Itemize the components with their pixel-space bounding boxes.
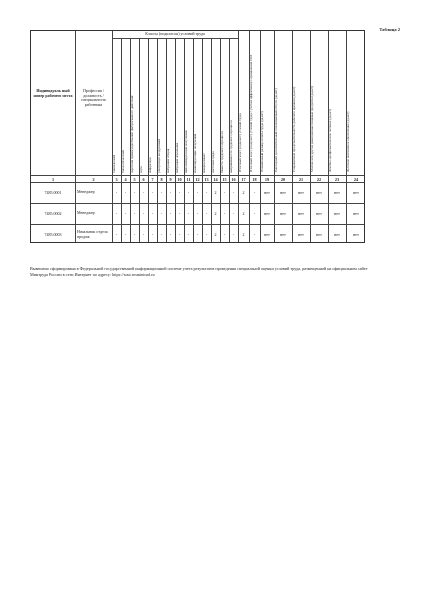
row-factor-value: - — [232, 232, 235, 237]
row-summary-value: нет — [298, 190, 304, 195]
column-number: 20 — [280, 176, 286, 182]
column-number: 6 — [142, 176, 145, 182]
row-summary-value: нет — [264, 211, 270, 216]
header-summary-4: Ежегодный дополнительный оплачиваемый отпуск (да,нет) — [274, 88, 278, 172]
row-factor-value: 2 — [214, 211, 217, 216]
header-summary-8: Льготное пенсионное обеспечение (да,нет) — [346, 111, 350, 172]
row-workplace-id: 7485.0001 — [44, 190, 62, 195]
column-number: 11 — [186, 176, 191, 182]
column-rule — [75, 31, 76, 242]
row-summary-value: нет — [353, 232, 359, 237]
row-factor-value: - — [196, 190, 199, 195]
row-factor-value: - — [124, 190, 127, 195]
column-number: 21 — [298, 176, 304, 182]
row-factor-value: - — [169, 232, 172, 237]
row-factor-value: - — [151, 211, 154, 216]
column-number: 3 — [115, 176, 118, 182]
row-factor-value: - — [151, 232, 154, 237]
header-factor-7: вибрация общая — [166, 148, 170, 173]
row-factor-value: - — [151, 190, 154, 195]
header-factor-10: ионизирующие излучения — [193, 133, 197, 173]
column-number: 8 — [160, 176, 163, 182]
row-summary-value: 2 — [242, 190, 245, 195]
row-summary-value: 2 — [242, 232, 245, 237]
header-factor-12: световая среда — [211, 151, 215, 173]
row-factor-value: - — [133, 211, 136, 216]
row-profession: Менеджер — [77, 189, 95, 194]
row-rule — [31, 224, 364, 225]
row-summary-value: нет — [334, 211, 340, 216]
row-factor-value: - — [160, 232, 163, 237]
row-factor-value: - — [115, 232, 118, 237]
header-summary-1: Итоговый класс (подкласс) условий труда — [238, 113, 242, 172]
row-profession: Начальник отдела продаж — [77, 229, 108, 239]
header-summary-7: Лечебно-профилактическое питание (да,нет) — [328, 109, 332, 172]
header-factor-2: биологический — [121, 150, 125, 173]
row-factor-value: 2 — [214, 190, 217, 195]
column-number: 14 — [213, 176, 218, 182]
row-summary-value: нет — [353, 190, 359, 195]
table-number-label: Таблица 2 — [379, 27, 400, 32]
row-factor-value: - — [142, 190, 145, 195]
row-factor-value: - — [115, 190, 118, 195]
sout-results-table — [30, 30, 365, 243]
header-factor-9: неионизирующие излучения — [184, 130, 188, 173]
row-summary-value: нет — [280, 232, 286, 237]
row-factor-value: - — [124, 232, 127, 237]
row-summary-value: нет — [334, 190, 340, 195]
footnote-text: Вывешено сформирована в Федеральной государственной информационной системе учета результатов проведения специальной оценки условий труда, размещенной на официальном сайте Минтруда России в сети Интернет по адресу: https://sout.rosmintrud.ru — [30, 266, 368, 277]
header-summary-3: Повышенный размер оплаты труда (да,нет) — [260, 111, 264, 172]
column-number: 16 — [231, 176, 236, 182]
row-factor-value: - — [196, 211, 199, 216]
row-summary-value: нет — [353, 211, 359, 216]
header-profession: Профессия / должность / специальность работника — [80, 88, 107, 107]
row-factor-value: - — [196, 232, 199, 237]
row-factor-value: - — [115, 211, 118, 216]
column-number: 22 — [316, 176, 322, 182]
row-factor-value: 2 — [214, 232, 217, 237]
column-number: 24 — [353, 176, 359, 182]
row-summary-value: - — [253, 190, 256, 195]
row-factor-value: - — [142, 232, 145, 237]
row-factor-value: - — [187, 211, 190, 216]
row-factor-value: - — [232, 211, 235, 216]
row-factor-value: - — [133, 232, 136, 237]
column-number: 5 — [133, 176, 136, 182]
row-factor-value: - — [169, 211, 172, 216]
column-number: 2 — [92, 176, 95, 182]
row-summary-value: нет — [264, 232, 270, 237]
header-factor-14: напряженность трудового процесса — [229, 120, 233, 173]
row-rule — [31, 182, 364, 183]
row-factor-value: - — [160, 211, 163, 216]
row-factor-value: - — [205, 232, 208, 237]
header-workplace-id: Индивидуаль ный номер рабочего места — [33, 88, 73, 98]
row-factor-value: - — [133, 190, 136, 195]
row-factor-value: - — [178, 190, 181, 195]
row-factor-value: - — [169, 190, 172, 195]
header-factor-1: химический — [112, 154, 116, 173]
header-factor-3: аэрозоли преимущественно фиброгенного действия — [130, 95, 134, 173]
row-summary-value: - — [253, 232, 256, 237]
row-factor-value: - — [160, 190, 163, 195]
row-factor-value: - — [232, 190, 235, 195]
row-factor-value: - — [223, 190, 226, 195]
header-factor-5: инфразвук — [148, 157, 152, 173]
header-factor-6: ультразвук воздушный — [157, 139, 161, 173]
row-workplace-id: 7485.0003 — [44, 232, 62, 237]
row-summary-value: 2 — [242, 211, 245, 216]
row-factor-value: - — [178, 232, 181, 237]
row-summary-value: нет — [334, 232, 340, 237]
column-number: 15 — [222, 176, 227, 182]
header-factor-13: тяжесть трудового процесса — [220, 131, 224, 173]
column-number: 9 — [169, 176, 172, 182]
row-factor-value: - — [124, 211, 127, 216]
column-number: 19 — [264, 176, 270, 182]
row-factor-value: - — [178, 211, 181, 216]
column-number: 7 — [151, 176, 154, 182]
row-summary-value: нет — [298, 232, 304, 237]
row-summary-value: нет — [316, 211, 322, 216]
row-summary-value: нет — [316, 232, 322, 237]
row-factor-value: - — [187, 232, 190, 237]
column-number: 17 — [241, 176, 246, 182]
row-factor-value: - — [205, 211, 208, 216]
header-factor-8: вибрация локальная — [175, 143, 179, 173]
column-number: 13 — [204, 176, 209, 182]
column-number: 12 — [195, 176, 200, 182]
row-summary-value: нет — [316, 190, 322, 195]
header-summary-6: Молоко или другие равноценные пищевые продукты (да,нет) — [310, 85, 314, 172]
row-summary-value: нет — [280, 211, 286, 216]
header-factor-11: микроклимат — [202, 153, 206, 173]
row-factor-value: - — [223, 232, 226, 237]
row-workplace-id: 7485.0002 — [44, 211, 62, 216]
row-profession: Менеджер — [77, 210, 95, 215]
header-summary-5: Сокращенная продолжительность рабочего времени (да,нет) — [292, 86, 296, 172]
header-factor-4: шум — [139, 166, 143, 173]
row-summary-value: нет — [264, 190, 270, 195]
header-summary-2: Итоговый класс (подкласс) условий труда с учетом эффективного применения СИЗ — [249, 54, 253, 172]
row-factor-value: - — [205, 190, 208, 195]
row-summary-value: - — [253, 211, 256, 216]
column-number: 1 — [51, 176, 55, 182]
column-number: 10 — [177, 176, 182, 182]
header-group-rule — [112, 38, 238, 39]
row-factor-value: - — [223, 211, 226, 216]
column-number: 18 — [252, 176, 257, 182]
header-classes-group: Классы (подклассы) условий труда — [145, 31, 205, 36]
row-factor-value: - — [187, 190, 190, 195]
row-rule — [31, 203, 364, 204]
column-number: 23 — [334, 176, 340, 182]
row-factor-value: - — [142, 211, 145, 216]
row-summary-value: нет — [280, 190, 286, 195]
row-summary-value: нет — [298, 211, 304, 216]
column-number: 4 — [124, 176, 127, 182]
